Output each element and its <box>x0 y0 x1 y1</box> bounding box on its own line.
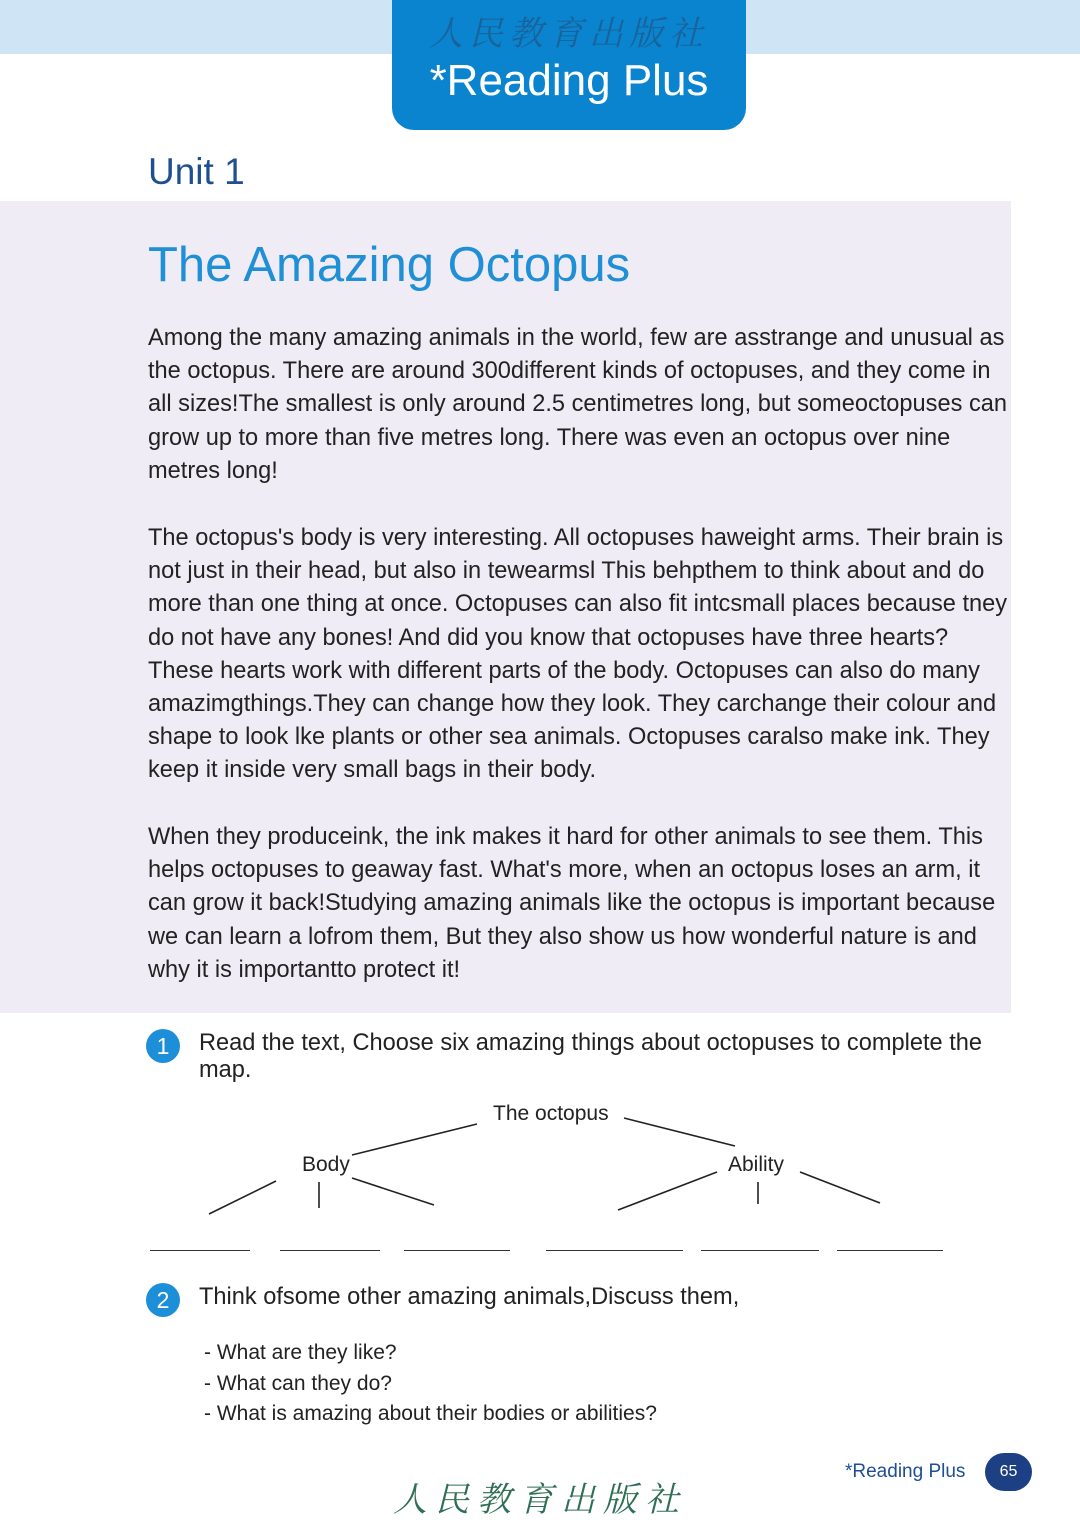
article-paragraph-1: Among the many amazing animals in the world, few are asstrange and unusual as the octopus. There are around 300different kinds of octopuses, and they come in all sizes!The smallest is only around 2.5 centimetres long, but someoctopuses can grow up to more than five metres long. There was even an octopus over nine metres long! <box>148 325 1007 484</box>
task-2-instruction: Think ofsome other amazing animals,Discuss them, <box>199 1284 740 1310</box>
article-title: The Amazing Octopus <box>148 238 631 292</box>
answer-blank-6[interactable] <box>837 1250 943 1251</box>
task-1-number-badge: 1 <box>146 1029 180 1063</box>
map-root-label: The octopus <box>493 1102 609 1125</box>
article-paragraph-3: When they produceink, the ink makes it hard for other animals to see them. This helps octopuses to geaway fast. What's more, when an octopus loses an arm, it can grow it back!Studying amazing animals like the octopus is important because we can learn a lofrom them, But they also show us how wonderful nature is and why it is importantto protect it! <box>148 824 996 983</box>
question-item: - What can they do? <box>204 1371 392 1395</box>
map-line-root-body <box>352 1124 477 1155</box>
map-branch-body: Body <box>302 1153 350 1176</box>
publisher-logo: 人民教育出版社 <box>393 1480 687 1520</box>
page-number: 65 <box>985 1453 1032 1491</box>
section-title: *Reading Plus <box>429 56 709 105</box>
answer-blank-1[interactable] <box>150 1250 250 1251</box>
map-line-ability-right <box>800 1172 880 1203</box>
map-branch-ability: Ability <box>728 1153 785 1176</box>
publisher-watermark: 人民教育出版社 <box>429 14 709 54</box>
task-1-instruction: Read the text, Choose six amazing things about octopuses to complete the map. <box>199 1030 982 1083</box>
question-item: - What are they like? <box>204 1341 397 1364</box>
article-paragraph-2: The octopus's body is very interesting. All octopuses haweight arms. Their brain is not just in their head, but also in tewearmsl This behpthem to think about and do more than one thing at once. Octopuses can also fit intcsmall places because tney do not have any bones! And did you know that octopuses have three hearts? These hearts work with different parts of the body. Octopuses can also do many amazimgthings.They can change how they look. They carchange their colour and shape to look lke plants or other sea animals. Octopuses caralso make ink. They keep it inside very small bags in their body. <box>148 525 1008 784</box>
map-line-body-right <box>352 1178 434 1205</box>
map-line-ability-left <box>618 1172 717 1210</box>
answer-blank-5[interactable] <box>701 1250 819 1251</box>
discussion-questions <box>204 1338 657 1430</box>
map-line-root-ability <box>624 1118 735 1146</box>
footer-brand: *Reading Plus <box>845 1461 966 1482</box>
question-item: - What is amazing about their bodies or abilities? <box>204 1402 657 1425</box>
answer-blank-3[interactable] <box>404 1250 510 1251</box>
map-line-body-left <box>209 1181 276 1214</box>
answer-blank-4[interactable] <box>546 1250 683 1251</box>
answer-blank-2[interactable] <box>280 1250 380 1251</box>
unit-label: Unit 1 <box>148 151 245 192</box>
task-2-number-badge: 2 <box>146 1283 180 1317</box>
